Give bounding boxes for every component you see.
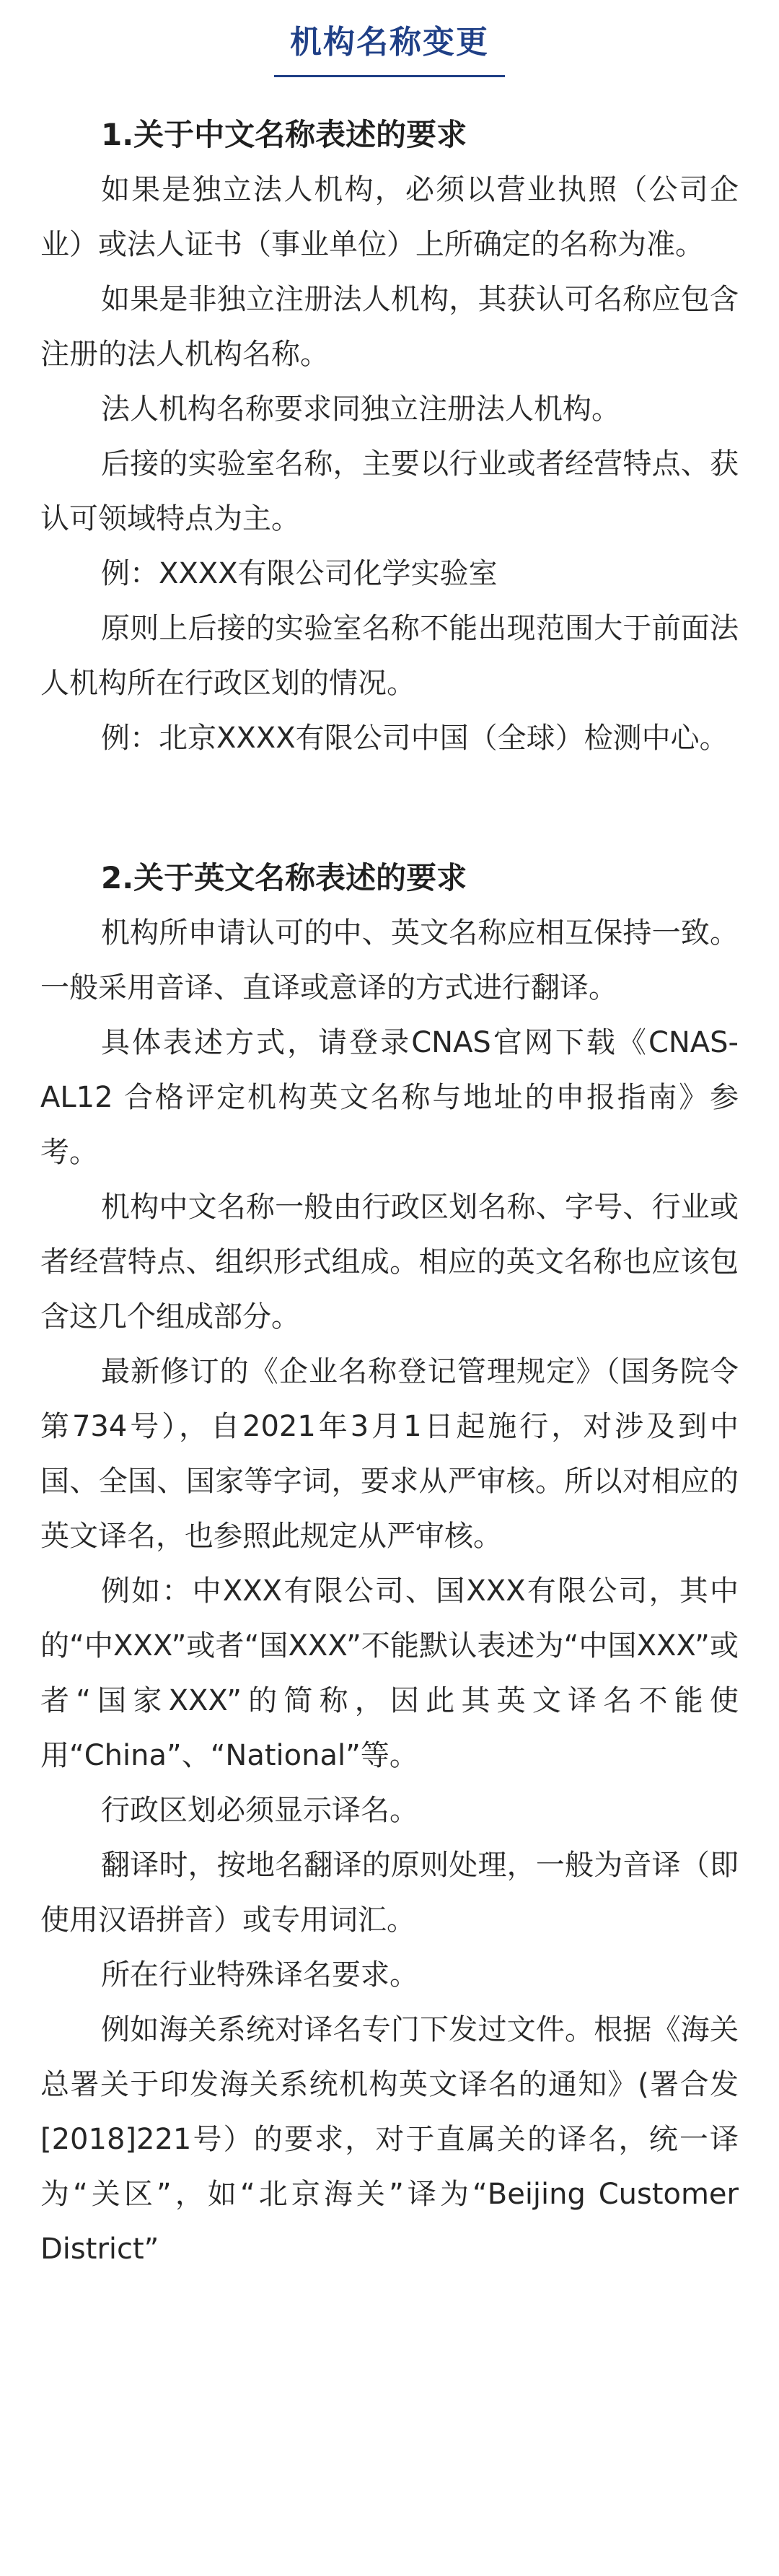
paragraph: 最新修订的《企业名称登记管理规定》（国务院令第734号），自2021年3月1日起施行，对涉及到中国、全国、国家等字词，要求从严审核。所以对相应的英文译名，也参照此规定从严审核。: [40, 1355, 739, 1553]
paragraph: 原则上后接的实验室名称不能出现范围大于前面法人机构所在行政区划的情况。: [40, 612, 739, 700]
section-english-name: [40, 851, 739, 2277]
paragraph: 例：XXXX有限公司化学实验室: [101, 557, 498, 590]
section-heading: 2.关于英文名称表述的要求: [101, 860, 467, 895]
section-heading: 1.关于中文名称表述的要求: [101, 117, 467, 152]
paragraph: 法人机构名称要求同独立注册法人机构。: [101, 393, 620, 426]
paragraph: 例：北京XXXX有限公司中国（全球）检测中心。: [101, 722, 729, 755]
title-wrap: [40, 0, 739, 77]
paragraph: 机构中文名称一般由行政区划名称、字号、行业或者经营特点、组织形式组成。相应的英文名称也应该包含这几个组成部分。: [40, 1191, 739, 1333]
paragraph: 例如海关系统对译名专门下发过文件。根据《海关总署关于印发海关系统机构英文译名的通知》(署合发[2018]221号）的要求，对于直属关的译名，统一译为“关区”，如“北京海关”译为“Beijing Customer District”: [40, 2013, 739, 2266]
section-chinese-name: [40, 108, 739, 766]
paragraph: 机构所申请认可的中、英文名称应相互保持一致。一般采用音译、直译或意译的方式进行翻译。: [40, 916, 739, 1004]
paragraph: 所在行业特殊译名要求。: [101, 1958, 418, 1992]
paragraph: 行政区划必须显示译名。: [101, 1794, 418, 1827]
page-title: 机构名称变更: [274, 20, 505, 77]
paragraph: 如果是非独立注册法人机构，其获认可名称应包含注册的法人机构名称。: [40, 283, 739, 371]
paragraph: 如果是独立法人机构，必须以营业执照（公司企业）或法人证书（事业单位）上所确定的名称为准。: [40, 173, 739, 261]
paragraph: 例如：中XXX有限公司、国XXX有限公司，其中的“中XXX”或者“国XXX”不能默认表述为“中国XXX”或者“国家XXX”的简称，因此其英文译名不能使用“China”、“National”等。: [40, 1574, 739, 1772]
paragraph: 翻译时，按地名翻译的原则处理，一般为音译（即使用汉语拼音）或专用词汇。: [40, 1849, 739, 1937]
paragraph: 后接的实验室名称，主要以行业或者经营特点、获认可领域特点为主。: [40, 447, 739, 535]
paragraph: 具体表述方式，请登录CNAS官网下载《CNAS-AL12 合格评定机构英文名称与地址的申报指南》参考。: [40, 1026, 739, 1169]
